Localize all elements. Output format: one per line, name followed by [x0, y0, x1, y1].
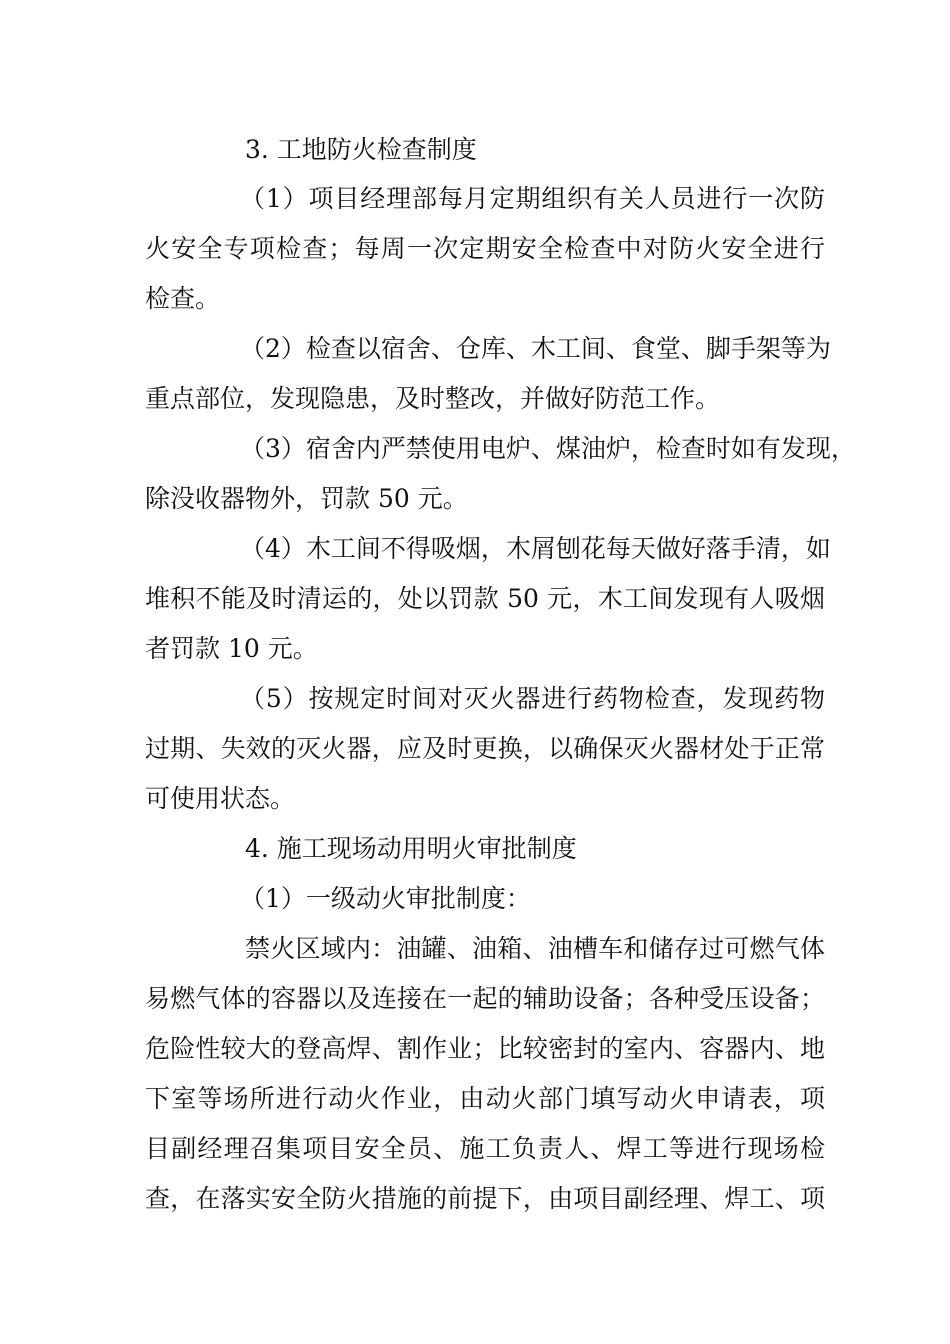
- paragraph-line: 除没收器物外，罚款 50 元。: [145, 484, 468, 513]
- subheading: （1）一级动火审批制度：: [240, 884, 531, 913]
- paragraph-line: 易燃气体的容器以及连接在一起的辅助设备；各种受压设备；: [145, 984, 825, 1013]
- paragraph-line: 禁火区域内：油罐、油箱、油槽车和储存过可燃气体: [245, 934, 825, 963]
- paragraph-line: 重点部位，发现隐患，及时整改，并做好防范工作。: [145, 384, 721, 413]
- paragraph-line: （5）按规定时间对灭火器进行药物检查，发现药物: [240, 684, 825, 713]
- paragraph-line: 过期、失效的灭火器，应及时更换，以确保灭火器材处于正常: [145, 734, 825, 763]
- paragraph-line: 者罚款 10 元。: [145, 634, 318, 663]
- paragraph-line: 查，在落实安全防火措施的前提下，由项目副经理、焊工、项: [145, 1184, 825, 1213]
- section-heading-3: 3. 工地防火检查制度: [245, 135, 477, 164]
- paragraph-line: （3）宿舍内严禁使用电炉、煤油炉，检查时如有发现，: [240, 434, 856, 463]
- paragraph-line: 危险性较大的登高焊、割作业；比较密封的室内、容器内、地: [145, 1034, 825, 1063]
- paragraph-line: （1）项目经理部每月定期组织有关人员进行一次防: [240, 184, 825, 213]
- paragraph-line: 目副经理召集项目安全员、施工负责人、焊工等进行现场检: [145, 1134, 825, 1163]
- paragraph-line: 可使用状态。: [145, 784, 296, 813]
- paragraph-line: 火安全专项检查；每周一次定期安全检查中对防火安全进行: [145, 234, 825, 263]
- paragraph-line: 检查。: [145, 284, 221, 313]
- section-heading-4: 4. 施工现场动用明火审批制度: [245, 834, 577, 863]
- paragraph-line: （4）木工间不得吸烟，木屑刨花每天做好落手清，如: [240, 534, 831, 563]
- paragraph-line: 下室等场所进行动火作业，由动火部门填写动火申请表，项: [145, 1084, 825, 1113]
- paragraph-line: （2）检查以宿舍、仓库、木工间、食堂、脚手架等为: [240, 334, 831, 363]
- paragraph-line: 堆积不能及时清运的，处以罚款 50 元，木工间发现有人吸烟: [145, 584, 825, 613]
